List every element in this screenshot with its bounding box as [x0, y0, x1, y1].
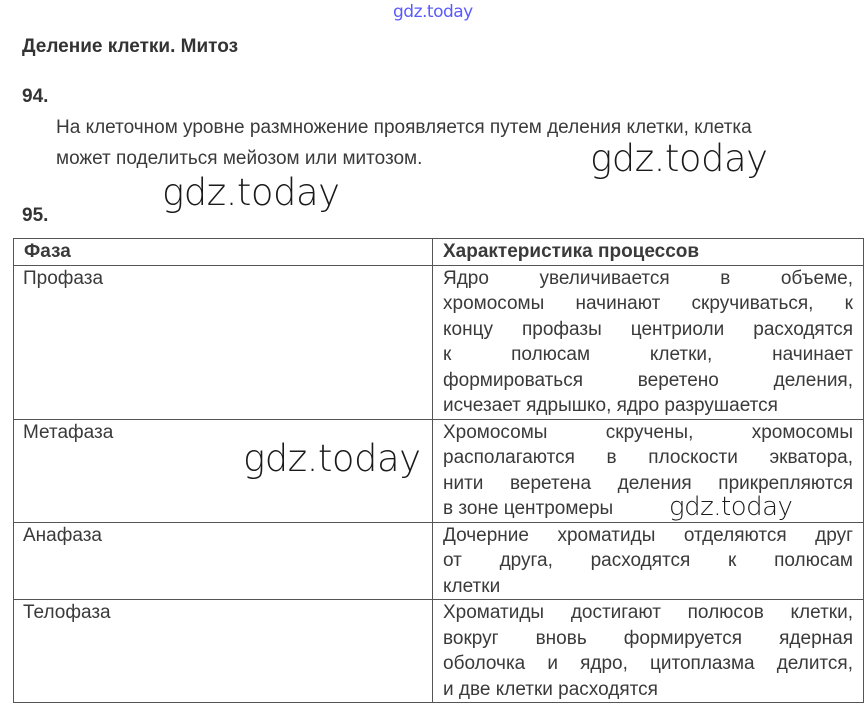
- description-line: клетки: [443, 575, 501, 597]
- table-row: [14, 522, 864, 600]
- watermark-top: gdz.today: [393, 2, 473, 22]
- watermark: gdz.today: [243, 437, 421, 480]
- page-title: Деление клетки. Митоз: [22, 36, 239, 57]
- watermark: gdz.today: [590, 137, 768, 180]
- description-line: от друга, расходятся к полюсам: [443, 550, 853, 571]
- description-line: вокруг вновь формируется ядерная: [443, 627, 853, 649]
- phase-name: Анафаза: [14, 522, 433, 600]
- phase-description: [433, 419, 864, 522]
- description-line: и две клетки расходятся: [443, 678, 658, 700]
- description-line: Хроматиды достигают полюсов клетки,: [443, 602, 853, 623]
- task-94-number: 94.: [22, 86, 49, 107]
- phase-name: Метафаза: [14, 419, 433, 522]
- description-line: оболочка и ядро, цитоплазма делится,: [443, 653, 853, 674]
- watermark: gdz.today: [162, 171, 340, 214]
- phase-name: Профаза: [14, 265, 433, 419]
- phase-description: [433, 265, 864, 419]
- description-line: концу профазы центриоли расходятся: [443, 318, 853, 340]
- task-95-number: 95.: [22, 205, 49, 226]
- watermark: gdz.today: [669, 492, 793, 522]
- description-line: Ядро увеличивается в объеме,: [443, 267, 853, 289]
- description-line: хромосомы начинают скручиваться, к: [443, 293, 853, 314]
- description-line: к полюсам клетки, начинает: [443, 344, 853, 365]
- description-line: Дочерние хроматиды отделяются друг: [443, 524, 853, 546]
- task-94-line: На клеточном уровне размножение проявляется путем деления клетки, клетка: [56, 117, 752, 138]
- description-line: нити веретена деления прикрепляются: [443, 472, 853, 494]
- description-line: формироваться веретено деления,: [443, 369, 853, 391]
- table-row: [14, 265, 864, 419]
- phase-name: Телофаза: [14, 600, 433, 703]
- description-line: располагаются в плоскости экватора,: [443, 447, 853, 468]
- table-header-row: [14, 239, 864, 266]
- phase-description: [433, 522, 864, 600]
- description-line: исчезает ядрышко, ядро разрушается: [443, 395, 778, 416]
- description-line: в зоне центромеры: [443, 498, 614, 519]
- mitosis-phases-table: [13, 238, 864, 703]
- table-row: [14, 600, 864, 703]
- description-line: Хромосомы скручены, хромосомы: [443, 421, 853, 443]
- task-94-line: может поделиться мейозом или митозом.: [56, 148, 423, 169]
- phase-description: [433, 600, 864, 703]
- column-header-characteristics: Характеристика процессов: [433, 239, 864, 266]
- column-header-phase: Фаза: [14, 239, 433, 266]
